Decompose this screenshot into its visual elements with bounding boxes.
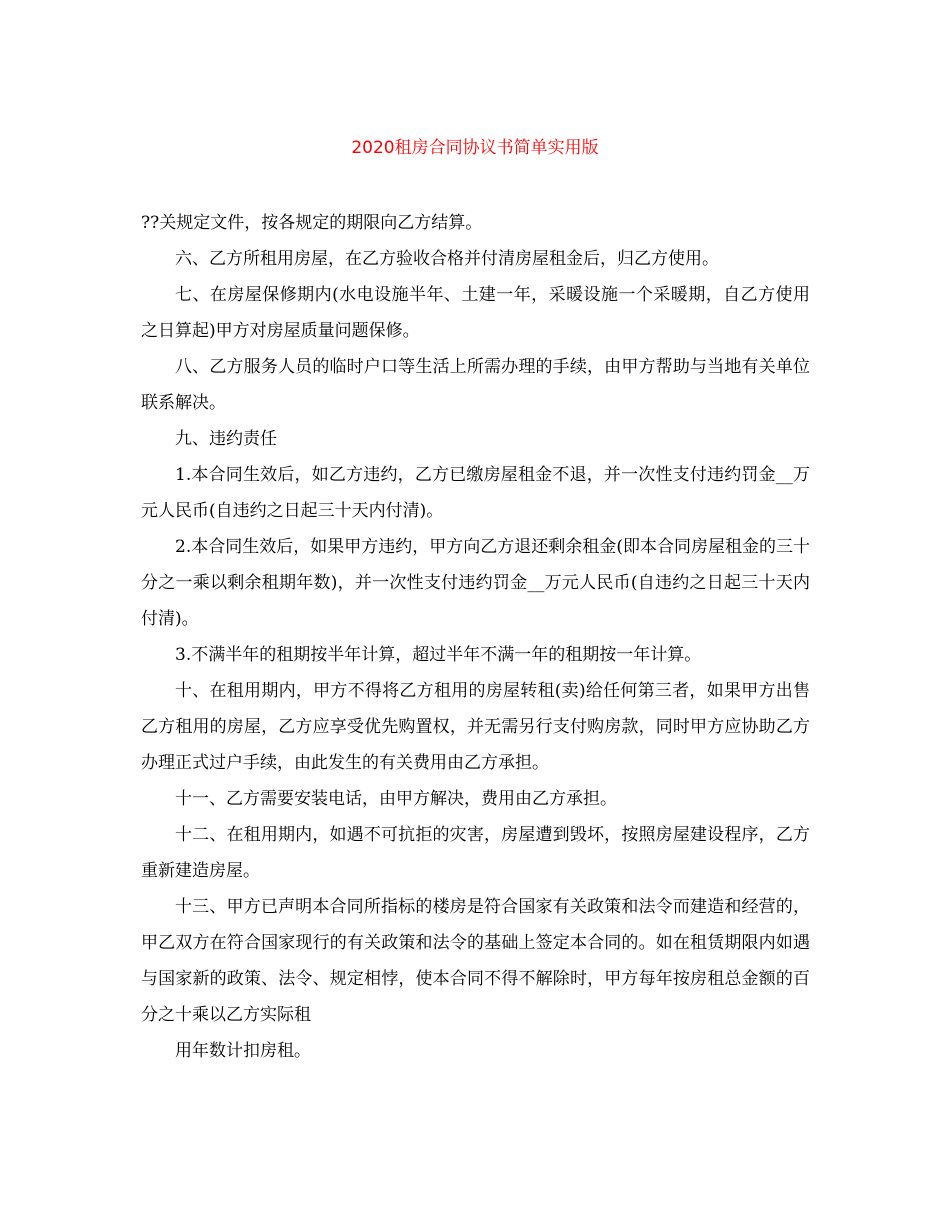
paragraph-clause-13: 十三、甲方已声明本合同所指标的楼房是符合国家有关政策和法令而建造和经营的，甲乙双方在符合国家现行的有关政策和法令的基础上签定本合同的。如在租赁期限内如遇与国家新的政策、法令、规定相悖，使本合同不得不解除时，甲方每年按房租总金额的百分之十乘以乙方实际租 xyxy=(141,897,810,1025)
paragraph-clause-9-item-2: 2.本合同生效后，如果甲方违约，甲方向乙方退还剩余租金(即本合同房屋租金的三十分之一乘以剩余租期年数)，并一次性支付违约罚金__万元人民币(自违约之日起三十天内付清)。 xyxy=(141,537,810,629)
paragraph-clause-6: 六、乙方所租用房屋，在乙方验收合格并付清房屋租金后，归乙方使用。 xyxy=(175,249,719,269)
paragraph-clause-9-heading: 九、违约责任 xyxy=(175,429,277,449)
paragraph-clause-11: 十一、乙方需要安装电话，由甲方解决，费用由乙方承担。 xyxy=(175,789,617,809)
paragraph-clause-9-item-3: 3.不满半年的租期按半年计算，超过半年不满一年的租期按一年计算。 xyxy=(175,645,702,665)
paragraph-clause-10: 十、在租用期内，甲方不得将乙方租用的房屋转租(卖)给任何第三者，如果甲方出售乙方租用的房屋，乙方应享受优先购置权，并无需另行支付购房款，同时甲方应协助乙方办理正式过户手续，由此发生的有关费用由乙方承担。 xyxy=(141,681,810,773)
document-title: 2020租房合同协议书简单实用版 xyxy=(351,138,599,158)
paragraph-clause-13-continuation: 用年数计扣房租。 xyxy=(175,1041,311,1061)
paragraph-settlement-tail: ??关规定文件，按各规定的期限向乙方结算。 xyxy=(141,213,483,233)
paragraph-clause-7: 七、在房屋保修期内(水电设施半年、土建一年，采暖设施一个采暖期，自乙方使用之日算起)甲方对房屋质量问题保修。 xyxy=(141,285,810,341)
paragraph-clause-9-item-1: 1.本合同生效后，如乙方违约，乙方已缴房屋租金不退，并一次性支付违约罚金__万元人民币(自违约之日起三十天内付清)。 xyxy=(141,465,810,521)
paragraph-clause-12: 十二、在租用期内，如遇不可抗拒的灾害，房屋遭到毁坏，按照房屋建设程序，乙方重新建造房屋。 xyxy=(141,825,810,881)
document-body xyxy=(141,205,810,1069)
paragraph-clause-8: 八、乙方服务人员的临时户口等生活上所需办理的手续，由甲方帮助与当地有关单位联系解决。 xyxy=(141,357,810,413)
